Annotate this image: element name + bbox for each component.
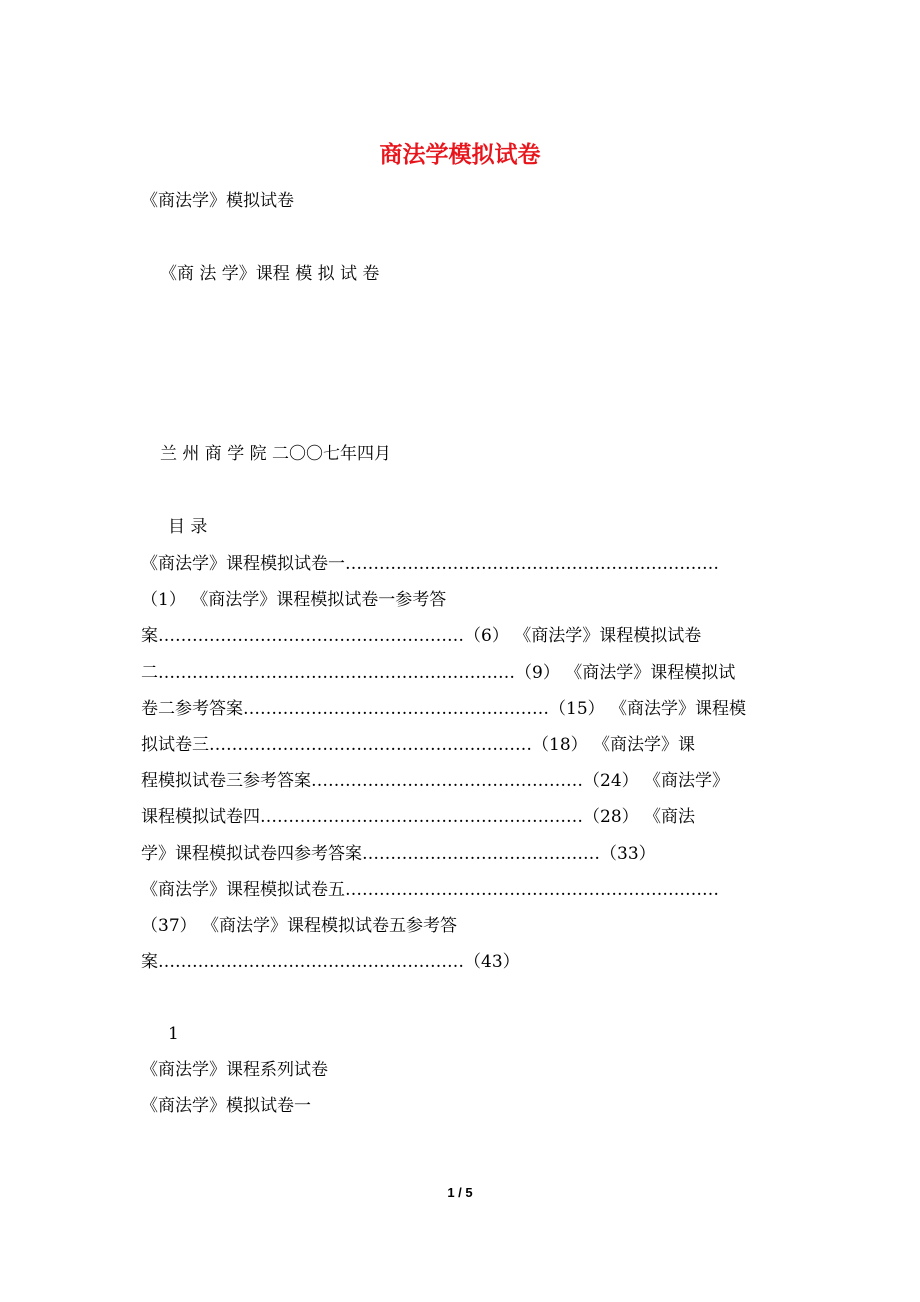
toc-line: 学》课程模拟试卷四参考答案……………………………………（33） xyxy=(141,843,656,864)
document-subtitle: 《商法学》模拟试卷 xyxy=(141,191,294,211)
toc-line: （1） 《商法学》课程模拟试卷一参考答 xyxy=(141,590,447,611)
institution-date: 兰 州 商 学 院 二〇〇七年四月 xyxy=(160,444,392,464)
toc-line: （37） 《商法学》课程模拟试卷五参考答 xyxy=(141,915,458,936)
cover-title: 《商 法 学》课程 模 拟 试 卷 xyxy=(160,264,380,284)
toc-heading: 目 录 xyxy=(168,517,208,537)
toc-line: 《商法学》课程模拟试卷一………………………………………………………… xyxy=(141,554,719,574)
toc-line: 拟试卷三…………………………………………………（18） 《商法学》课 xyxy=(141,734,696,755)
series-title: 《商法学》课程系列试卷 xyxy=(141,1060,328,1080)
paper-title: 《商法学》模拟试卷一 xyxy=(141,1096,311,1116)
document-title: 商法学模拟试卷 xyxy=(379,142,541,168)
table-of-contents xyxy=(141,546,791,980)
toc-line: 卷二参考答案………………………………………………（15） 《商法学》课程模 xyxy=(141,698,747,719)
toc-line: 二………………………………………………………（9） 《商法学》课程模拟试 xyxy=(141,662,736,683)
toc-line: 课程模拟试卷四…………………………………………………（28） 《商法 xyxy=(141,807,696,828)
toc-line: 案………………………………………………（43） xyxy=(141,952,520,973)
page-pagination: 1 / 5 xyxy=(447,1185,473,1200)
page-number-marker: 1 xyxy=(168,1024,179,1044)
toc-line: 《商法学》课程模拟试卷五………………………………………………………… xyxy=(141,879,719,900)
toc-line: 程模拟试卷三参考答案…………………………………………（24） 《商法学》 xyxy=(141,771,730,792)
toc-line: 案………………………………………………（6） 《商法学》课程模拟试卷 xyxy=(141,626,702,647)
